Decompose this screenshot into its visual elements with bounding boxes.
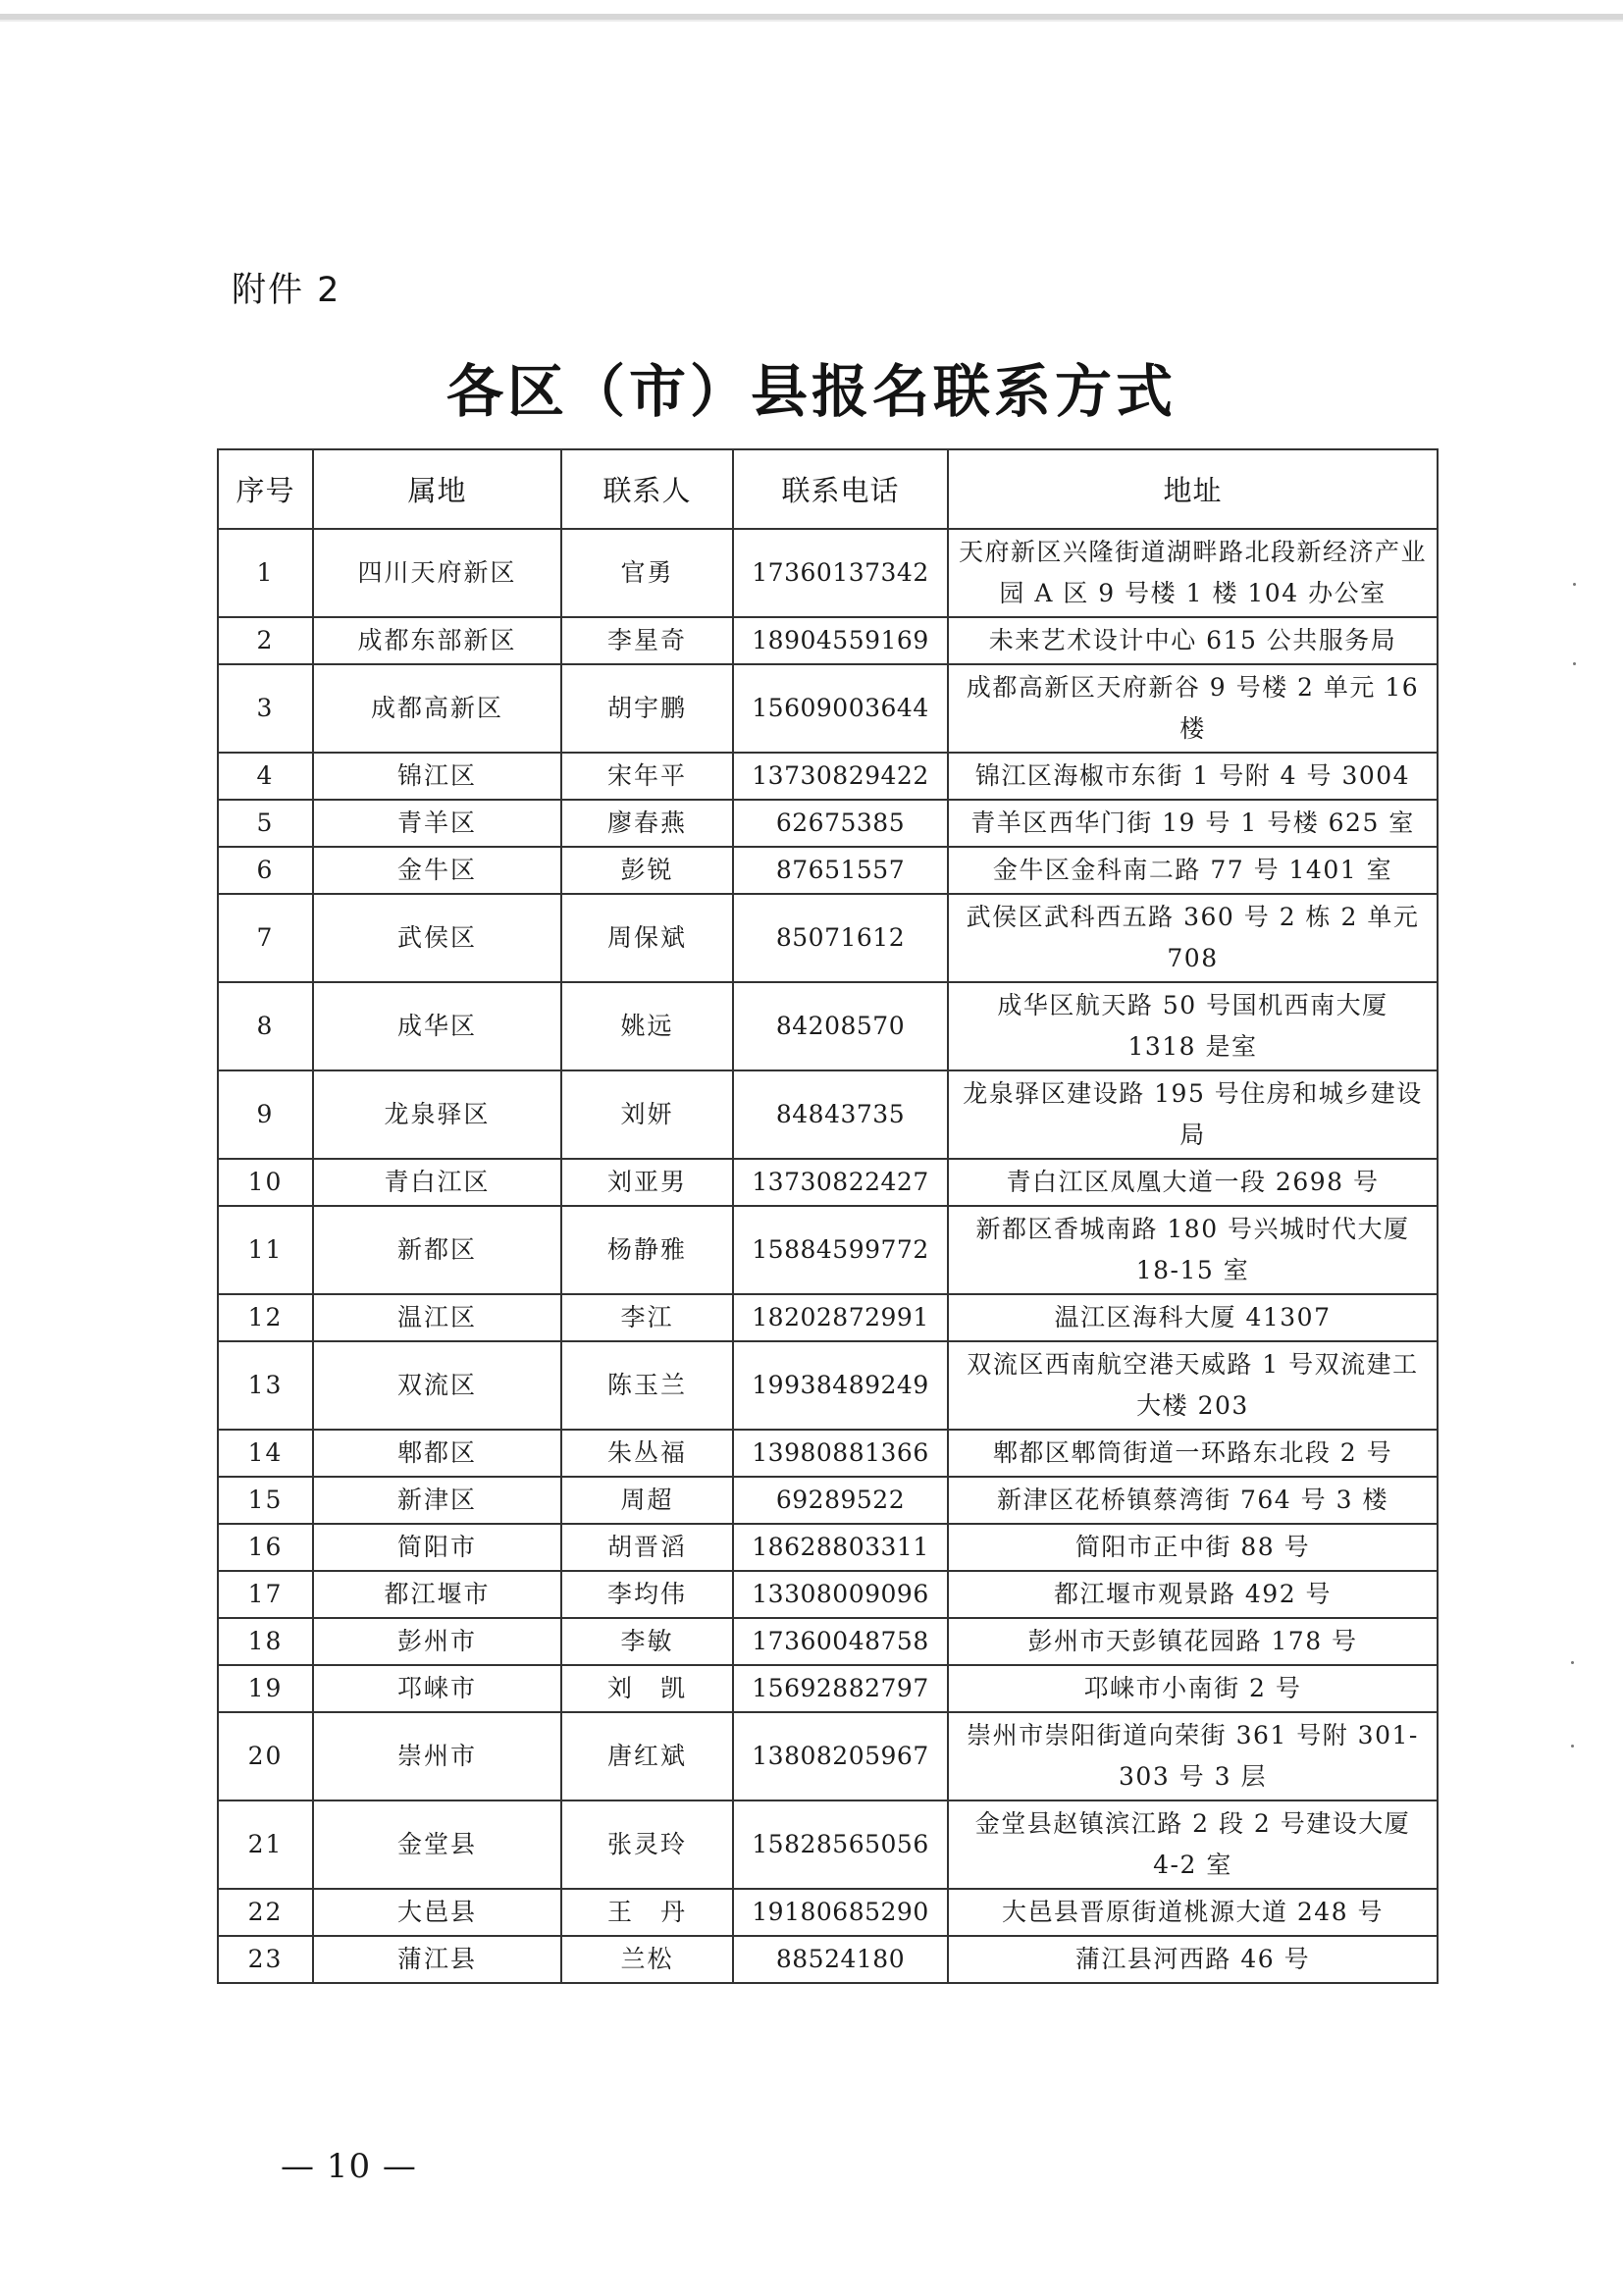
cell-contact: 兰松	[561, 1936, 733, 1983]
cell-phone: 15884599772	[733, 1206, 948, 1294]
page-title: 各区（市）县报名联系方式	[445, 358, 1177, 425]
cell-contact: 彭锐	[561, 847, 733, 894]
cell-index: 8	[218, 982, 313, 1070]
table-row	[218, 753, 1438, 800]
table-row	[218, 1665, 1438, 1712]
cell-contact: 李均伟	[561, 1571, 733, 1618]
cell-index: 14	[218, 1430, 313, 1477]
cell-index: 1	[218, 529, 313, 617]
header-locality: 属地	[313, 449, 561, 529]
cell-locality: 金堂县	[313, 1800, 561, 1889]
cell-phone: 88524180	[733, 1936, 948, 1983]
cell-locality: 崇州市	[313, 1712, 561, 1800]
table-row	[218, 529, 1438, 617]
cell-address: 蒲江县河西路 46 号	[948, 1936, 1438, 1983]
header-address: 地址	[948, 449, 1438, 529]
cell-locality: 邛崃市	[313, 1665, 561, 1712]
cell-contact: 刘 凯	[561, 1665, 733, 1712]
cell-locality: 青白江区	[313, 1159, 561, 1206]
contacts-table	[217, 448, 1439, 1984]
cell-contact: 周超	[561, 1477, 733, 1524]
cell-index: 18	[218, 1618, 313, 1665]
table-row	[218, 1430, 1438, 1477]
cell-address: 武侯区武科西五路 360 号 2 栋 2 单元 708	[948, 894, 1438, 982]
cell-index: 12	[218, 1294, 313, 1341]
cell-locality: 郫都区	[313, 1430, 561, 1477]
cell-locality: 新都区	[313, 1206, 561, 1294]
table-row	[218, 1159, 1438, 1206]
scan-speck	[1573, 662, 1576, 665]
table-row	[218, 1571, 1438, 1618]
header-index: 序号	[218, 449, 313, 529]
cell-phone: 17360137342	[733, 529, 948, 617]
cell-address: 彭州市天彭镇花园路 178 号	[948, 1618, 1438, 1665]
table-row	[218, 847, 1438, 894]
cell-address: 青白江区凤凰大道一段 2698 号	[948, 1159, 1438, 1206]
cell-index: 7	[218, 894, 313, 982]
cell-contact: 杨静雅	[561, 1206, 733, 1294]
cell-index: 20	[218, 1712, 313, 1800]
table-body	[218, 529, 1438, 1983]
cell-index: 15	[218, 1477, 313, 1524]
cell-address: 金堂县赵镇滨江路 2 段 2 号建设大厦 4-2 室	[948, 1800, 1438, 1889]
cell-phone: 13308009096	[733, 1571, 948, 1618]
cell-phone: 87651557	[733, 847, 948, 894]
cell-phone: 19180685290	[733, 1889, 948, 1936]
cell-phone: 15692882797	[733, 1665, 948, 1712]
cell-locality: 青羊区	[313, 800, 561, 847]
cell-phone: 84208570	[733, 982, 948, 1070]
table-row	[218, 1070, 1438, 1159]
cell-contact: 刘亚男	[561, 1159, 733, 1206]
cell-address: 新都区香城南路 180 号兴城时代大厦 18-15 室	[948, 1206, 1438, 1294]
table-row	[218, 1618, 1438, 1665]
table-row	[218, 1889, 1438, 1936]
cell-address: 都江堰市观景路 492 号	[948, 1571, 1438, 1618]
cell-address: 龙泉驿区建设路 195 号住房和城乡建设局	[948, 1070, 1438, 1159]
cell-address: 郫都区郫筒街道一环路东北段 2 号	[948, 1430, 1438, 1477]
cell-locality: 龙泉驿区	[313, 1070, 561, 1159]
cell-phone: 15828565056	[733, 1800, 948, 1889]
scan-speck	[1571, 1745, 1574, 1748]
cell-contact: 李敏	[561, 1618, 733, 1665]
cell-index: 3	[218, 664, 313, 753]
table-row	[218, 800, 1438, 847]
table-row	[218, 1524, 1438, 1571]
cell-contact: 朱丛福	[561, 1430, 733, 1477]
cell-phone: 13808205967	[733, 1712, 948, 1800]
cell-contact: 陈玉兰	[561, 1341, 733, 1430]
cell-address: 邛崃市小南街 2 号	[948, 1665, 1438, 1712]
cell-index: 11	[218, 1206, 313, 1294]
header-row	[218, 449, 1438, 529]
cell-locality: 都江堰市	[313, 1571, 561, 1618]
cell-contact: 宋年平	[561, 753, 733, 800]
cell-index: 10	[218, 1159, 313, 1206]
cell-locality: 简阳市	[313, 1524, 561, 1571]
cell-locality: 双流区	[313, 1341, 561, 1430]
cell-index: 22	[218, 1889, 313, 1936]
scan-speck	[1573, 583, 1576, 586]
cell-contact: 姚远	[561, 982, 733, 1070]
cell-phone: 18202872991	[733, 1294, 948, 1341]
cell-locality: 成都高新区	[313, 664, 561, 753]
cell-phone: 69289522	[733, 1477, 948, 1524]
cell-contact: 胡宇鹏	[561, 664, 733, 753]
table-header	[218, 449, 1438, 529]
table-row	[218, 1206, 1438, 1294]
cell-locality: 武侯区	[313, 894, 561, 982]
cell-locality: 成华区	[313, 982, 561, 1070]
cell-phone: 18628803311	[733, 1524, 948, 1571]
cell-phone: 13730829422	[733, 753, 948, 800]
cell-phone: 84843735	[733, 1070, 948, 1159]
cell-contact: 张灵玲	[561, 1800, 733, 1889]
cell-phone: 85071612	[733, 894, 948, 982]
table-row	[218, 1294, 1438, 1341]
cell-locality: 金牛区	[313, 847, 561, 894]
header-phone: 联系电话	[733, 449, 948, 529]
cell-index: 21	[218, 1800, 313, 1889]
cell-address: 青羊区西华门街 19 号 1 号楼 625 室	[948, 800, 1438, 847]
cell-contact: 胡晋滔	[561, 1524, 733, 1571]
cell-phone: 15609003644	[733, 664, 948, 753]
cell-phone: 18904559169	[733, 617, 948, 664]
table-row	[218, 982, 1438, 1070]
table-row	[218, 1712, 1438, 1800]
cell-locality: 蒲江县	[313, 1936, 561, 1983]
cell-contact: 唐红斌	[561, 1712, 733, 1800]
cell-phone: 13730822427	[733, 1159, 948, 1206]
cell-locality: 彭州市	[313, 1618, 561, 1665]
table-row	[218, 1936, 1438, 1983]
cell-contact: 周保斌	[561, 894, 733, 982]
cell-contact: 官勇	[561, 529, 733, 617]
cell-index: 4	[218, 753, 313, 800]
table-row	[218, 1800, 1438, 1889]
cell-address: 新津区花桥镇蔡湾街 764 号 3 楼	[948, 1477, 1438, 1524]
attachment-label: 附件 2	[232, 271, 341, 310]
cell-index: 16	[218, 1524, 313, 1571]
cell-contact: 刘妍	[561, 1070, 733, 1159]
scan-edge-shadow	[0, 20, 1623, 22]
cell-contact: 李星奇	[561, 617, 733, 664]
cell-index: 13	[218, 1341, 313, 1430]
cell-index: 23	[218, 1936, 313, 1983]
page-number: — 10 —	[281, 2147, 417, 2186]
cell-address: 大邑县晋原街道桃源大道 248 号	[948, 1889, 1438, 1936]
cell-index: 19	[218, 1665, 313, 1712]
cell-locality: 大邑县	[313, 1889, 561, 1936]
cell-address: 崇州市崇阳街道向荣街 361 号附 301-303 号 3 层	[948, 1712, 1438, 1800]
table-row	[218, 664, 1438, 753]
cell-index: 17	[218, 1571, 313, 1618]
cell-phone: 62675385	[733, 800, 948, 847]
table-row	[218, 894, 1438, 982]
cell-phone: 19938489249	[733, 1341, 948, 1430]
cell-address: 简阳市正中街 88 号	[948, 1524, 1438, 1571]
cell-address: 天府新区兴隆街道湖畔路北段新经济产业园 A 区 9 号楼 1 楼 104 办公室	[948, 529, 1438, 617]
cell-address: 成华区航天路 50 号国机西南大厦 1318 是室	[948, 982, 1438, 1070]
cell-address: 双流区西南航空港天威路 1 号双流建工大楼 203	[948, 1341, 1438, 1430]
cell-phone: 17360048758	[733, 1618, 948, 1665]
cell-address: 温江区海科大厦 41307	[948, 1294, 1438, 1341]
cell-locality: 四川天府新区	[313, 529, 561, 617]
table-row	[218, 1477, 1438, 1524]
scan-speck	[1571, 1661, 1574, 1664]
cell-phone: 13980881366	[733, 1430, 948, 1477]
cell-address: 成都高新区天府新谷 9 号楼 2 单元 16 楼	[948, 664, 1438, 753]
cell-locality: 锦江区	[313, 753, 561, 800]
cell-locality: 温江区	[313, 1294, 561, 1341]
cell-address: 未来艺术设计中心 615 公共服务局	[948, 617, 1438, 664]
cell-index: 9	[218, 1070, 313, 1159]
cell-contact: 李江	[561, 1294, 733, 1341]
cell-contact: 廖春燕	[561, 800, 733, 847]
header-contact: 联系人	[561, 449, 733, 529]
cell-index: 5	[218, 800, 313, 847]
table-row	[218, 617, 1438, 664]
cell-locality: 成都东部新区	[313, 617, 561, 664]
cell-locality: 新津区	[313, 1477, 561, 1524]
cell-address: 锦江区海椒市东街 1 号附 4 号 3004	[948, 753, 1438, 800]
table-row	[218, 1341, 1438, 1430]
cell-index: 2	[218, 617, 313, 664]
cell-address: 金牛区金科南二路 77 号 1401 室	[948, 847, 1438, 894]
cell-contact: 王 丹	[561, 1889, 733, 1936]
cell-index: 6	[218, 847, 313, 894]
